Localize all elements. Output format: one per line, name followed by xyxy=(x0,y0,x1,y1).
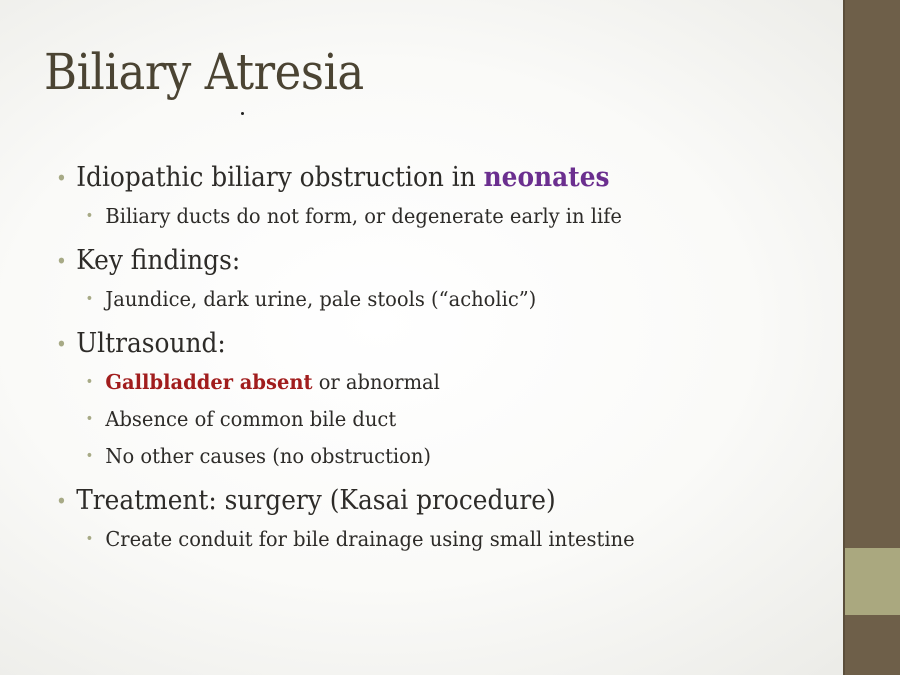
bullet-item xyxy=(56,481,774,521)
sub-bullet-text: or abnormal xyxy=(312,370,440,394)
bullet-text: Idiopathic biliary obstruction in xyxy=(76,162,484,193)
bullet-marker: • xyxy=(56,166,67,190)
sub-bullet-text: No other causes (no obstruction) xyxy=(105,444,431,468)
sub-bullet-item xyxy=(56,364,797,401)
sub-bullet-text: Biliary ducts do not form, or degenerate early in life xyxy=(105,204,622,228)
sub-bullet-text: Create conduit for bile drainage using small intestine xyxy=(105,527,635,551)
sub-bullet-text: Jaundice, dark urine, pale stools (“acholic”) xyxy=(105,287,537,311)
side-decor-accent xyxy=(845,548,900,615)
highlight-gallbladder-absent: Gallbladder absent xyxy=(105,370,313,394)
sub-bullet-item xyxy=(56,281,797,318)
bullet-marker: • xyxy=(85,411,94,427)
sub-bullet-item xyxy=(56,401,797,438)
bullet-marker: • xyxy=(85,531,94,547)
bullet-marker: • xyxy=(85,448,94,464)
stray-dot xyxy=(241,112,244,115)
bullet-marker: • xyxy=(85,374,94,390)
bullet-text: Key findings: xyxy=(76,245,241,276)
bullet-marker: • xyxy=(56,249,67,273)
bullet-marker: • xyxy=(85,208,94,224)
sub-bullet-text: Absence of common bile duct xyxy=(105,407,397,431)
sub-bullet-item xyxy=(56,198,797,235)
bullet-item xyxy=(56,241,774,281)
bullet-marker: • xyxy=(56,332,67,356)
sub-bullet-item xyxy=(56,521,797,558)
bullet-text: Ultrasound: xyxy=(76,328,226,359)
bullet-item xyxy=(56,324,774,364)
bullet-marker: • xyxy=(85,291,94,307)
slide-title: Biliary Atresia xyxy=(44,43,364,101)
bullet-item xyxy=(56,158,774,198)
sub-bullet-item xyxy=(56,438,797,475)
bullet-list xyxy=(56,158,836,558)
bullet-text: Treatment: surgery (Kasai procedure) xyxy=(76,485,556,516)
highlight-neonates: neonates xyxy=(483,162,610,193)
bullet-marker: • xyxy=(56,489,67,513)
